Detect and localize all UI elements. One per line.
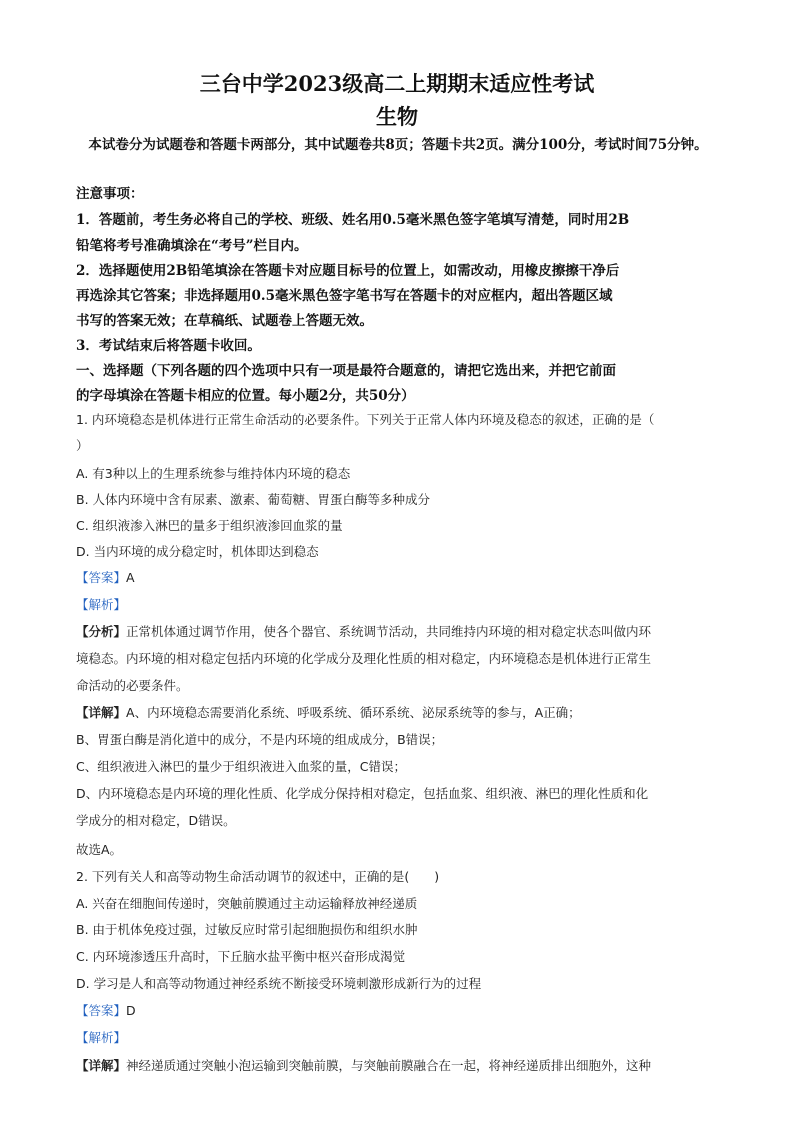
q1-fenxi-line: 命活动的必要条件。 bbox=[76, 678, 189, 693]
q2-answer bbox=[76, 1001, 136, 1019]
q1-xiangjie-line: C、组织液进入淋巴的量少于组织液进入血浆的量，C错误； bbox=[76, 759, 406, 774]
q1-xiangjie-line: B、胃蛋白酶是消化道中的成分，不是内环境的组成成分，B错误； bbox=[76, 732, 444, 747]
answer-value: A bbox=[126, 570, 135, 585]
answer-value: D bbox=[126, 1003, 136, 1018]
xiangjie-text: 神经递质通过突触小泡运输到突触前膜，与突触前膜融合在一起，将神经递质排出细胞外，这种 bbox=[126, 1058, 652, 1073]
notice-line: 书写的答案无效；在草稿纸、试题卷上答题无效。 bbox=[76, 313, 373, 329]
notice-line: 2．选择题使用2B铅笔填涂在答题卡对应题目标号的位置上，如需改动，用橡皮擦擦干净后 bbox=[76, 263, 620, 279]
q2-option-b: B. 由于机体免疫过强，过敏反应时常引起细胞损伤和组织水肿 bbox=[76, 922, 418, 937]
notice-line: 1．答题前，考生务必将自己的学校、班级、姓名用0.5毫米黑色签字笔填写清楚，同时用2B bbox=[76, 212, 630, 228]
q1-conclusion: 故选A。 bbox=[76, 842, 123, 857]
fenxi-tag: 【分析】 bbox=[76, 624, 127, 639]
fenxi-text: 正常机体通过调节作用，使各个器官、系统调节活动，共同维持内环境的相对稳定状态叫做内环 bbox=[126, 624, 652, 639]
q2-option-c: C. 内环境渗透压升高时，下丘脑水盐平衡中枢兴奋形成渴觉 bbox=[76, 949, 406, 964]
answer-tag: 【答案】 bbox=[76, 1003, 127, 1018]
answer-tag: 【答案】 bbox=[76, 570, 127, 585]
analysis-tag: 【解析】 bbox=[76, 1030, 127, 1045]
subject-title: 生物 bbox=[376, 104, 418, 129]
xiangjie-tag: 【详解】 bbox=[76, 705, 127, 720]
q1-xiangjie bbox=[76, 703, 581, 721]
q1-fenxi-line: 境稳态。内环境的相对稳定包括内环境的化学成分及理化性质的相对稳定，内环境稳态是机体进行正常生 bbox=[76, 651, 652, 666]
notice-line: 再选涂其它答案；非选择题用0.5毫米黑色签字笔书写在答题卡的对应框内，超出答题区域 bbox=[76, 288, 613, 304]
q1-option-d: D. 当内环境的成分稳定时，机体即达到稳态 bbox=[76, 544, 319, 559]
notice-line: 3．考试结束后将答题卡收回。 bbox=[76, 338, 261, 354]
q1-answer bbox=[76, 568, 135, 586]
q2-analysis-tag bbox=[76, 1028, 126, 1046]
exam-intro: 本试卷分为试题卷和答题卡两部分，其中试题卷共8页；答题卡共2页。满分100分，考试时间75分钟。 bbox=[88, 137, 708, 153]
section-heading: 的字母填涂在答题卡相应的位置。每小题2分，共50分） bbox=[76, 388, 415, 404]
q2-option-d: D. 学习是人和高等动物通过神经系统不断接受环境刺激形成新行为的过程 bbox=[76, 976, 482, 991]
xiangjie-text: A、内环境稳态需要消化系统、呼吸系统、循环系统、泌尿系统等的参与，A正确； bbox=[126, 705, 581, 720]
analysis-tag: 【解析】 bbox=[76, 597, 127, 612]
xiangjie-tag: 【详解】 bbox=[76, 1058, 127, 1073]
q1-option-b: B. 人体内环境中含有尿素、激素、葡萄糖、胃蛋白酶等多种成分 bbox=[76, 492, 431, 507]
section-heading: 一、选择题（下列各题的四个选项中只有一项是最符合题意的，请把它选出来，并把它前面 bbox=[76, 363, 616, 379]
q1-option-a: A. 有3种以上的生理系统参与维持体内环境的稳态 bbox=[76, 466, 351, 481]
q1-analysis-tag bbox=[76, 595, 126, 613]
q1-stem: ） bbox=[76, 438, 89, 453]
q1-xiangjie-line: 学成分的相对稳定，D错误。 bbox=[76, 813, 236, 828]
q1-fenxi bbox=[76, 622, 651, 640]
q2-stem: 2. 下列有关人和高等动物生命活动调节的叙述中，正确的是( ) bbox=[76, 869, 440, 884]
q2-xiangjie bbox=[76, 1056, 651, 1074]
q1-stem: 1. 内环境稳态是机体进行正常生命活动的必要条件。下列关于正常人体内环境及稳态的叙述，正确的是（ bbox=[76, 412, 655, 427]
notice-heading: 注意事项： bbox=[76, 186, 144, 202]
q1-option-c: C. 组织液渗入淋巴的量多于组织液渗回血浆的量 bbox=[76, 518, 343, 533]
q1-xiangjie-line: D、内环境稳态是内环境的理化性质、化学成分保持相对稳定，包括血浆、组织液、淋巴的理化性质和化 bbox=[76, 786, 649, 801]
notice-line: 铅笔将考号准确填涂在“考号”栏目内。 bbox=[76, 238, 308, 254]
exam-title: 三台中学2023级高二上期期末适应性考试 bbox=[199, 71, 595, 96]
q2-option-a: A. 兴奋在细胞间传递时，突触前膜通过主动运输释放神经递质 bbox=[76, 896, 418, 911]
